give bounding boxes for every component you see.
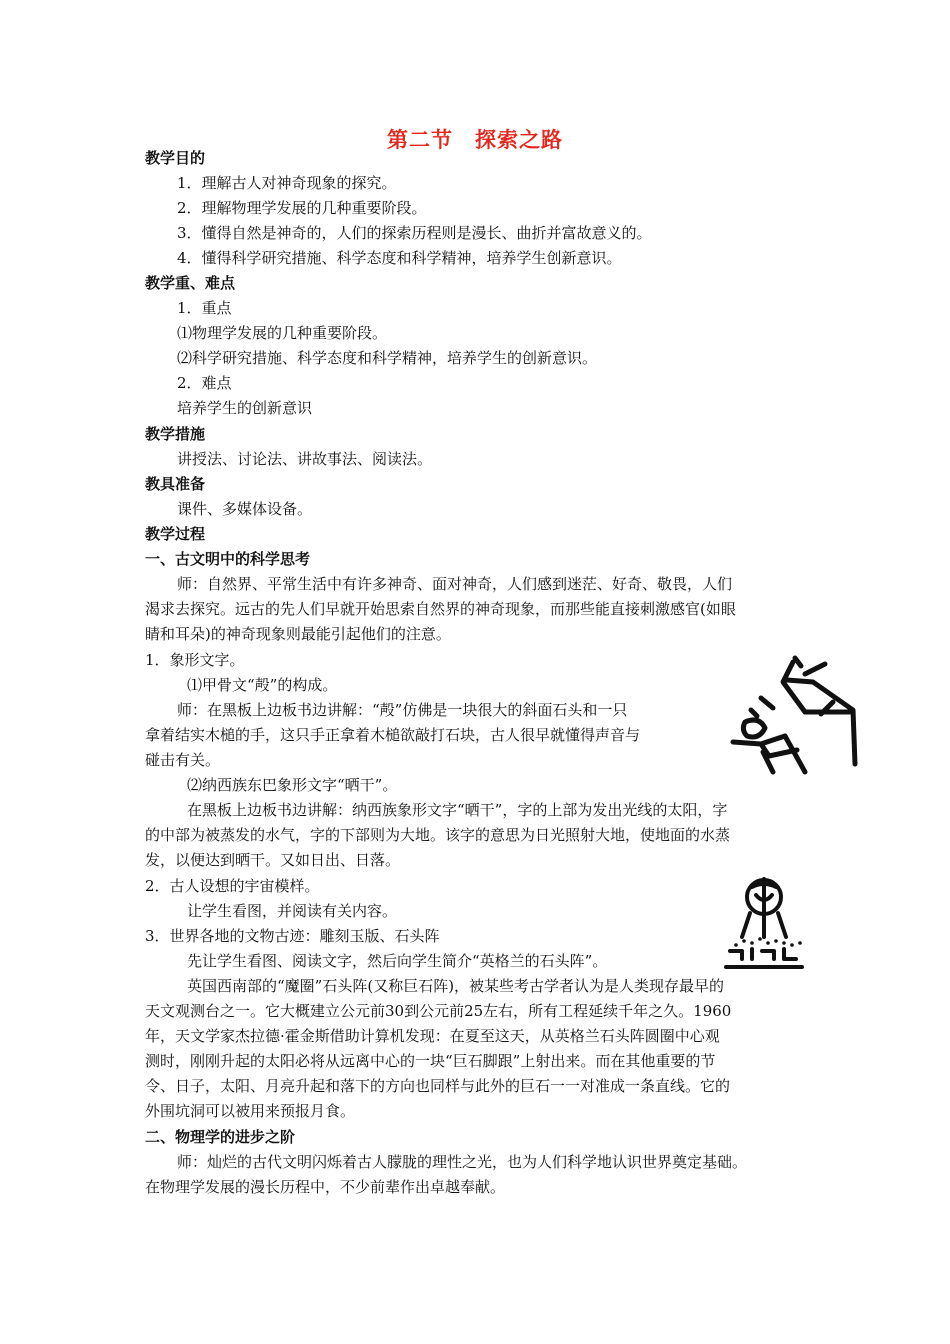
dongba-pictograph-icon: [722, 875, 810, 971]
item-heading: 3．世界各地的文物古迹：雕刻玉版、石头阵: [145, 927, 440, 945]
paragraph-line: 英国西南部的“魔圈”石头阵(又称巨石阵)，被某些考古学者认为是人类现存最早的: [187, 977, 725, 995]
paragraph-line: 让学生看图，并阅读有关内容。: [187, 902, 398, 920]
paragraph-line: 发，以便达到晒干。又如日出、日落。: [145, 851, 401, 869]
goal-item: 3．懂得自然是神奇的，人们的探索历程则是漫长、曲折并富故意义的。: [177, 224, 652, 242]
paragraph-line: 先让学生看图、阅读文字，然后向学生简介“英格兰的石头阵”。: [187, 952, 608, 970]
paragraph-line: 睛和耳朵)的神奇现象则最能引起他们的注意。: [145, 625, 451, 643]
key-item: 培养学生的创新意识: [177, 399, 313, 417]
key-item: 2．难点: [177, 374, 232, 392]
paragraph-line: 年，天文学家杰拉德·霍金斯借助计算机发现：在夏至这天，从英格兰石头阵圆圈中心观: [145, 1027, 720, 1045]
goals-heading: 教学目的: [145, 149, 206, 167]
paragraph-line: 师：自然界、平常生活中有许多神奇、面对神奇，人们感到迷茫、好奇、敬畏，人们: [177, 575, 733, 593]
paragraph-line: 的中部为被蒸发的水气，字的下部则为大地。该字的意思为日光照射大地，使地面的水蒸: [145, 826, 731, 844]
paragraph-line: 拿着结实木槌的手，这只手正拿着木槌欲敲打石块，古人很早就懂得声音与: [145, 726, 641, 744]
tools-heading: 教具准备: [145, 475, 206, 493]
item-heading: 2．古人设想的宇宙模样。: [145, 877, 320, 895]
key-heading: 教学重、难点: [145, 274, 236, 292]
paragraph-line: 渴求去探究。远古的先人们早就开始思索自然界的神奇现象，而那些能直接刺激感官(如眼: [145, 600, 736, 618]
paragraph-line: 测时，刚刚升起的太阳必将从远离中心的一块“巨石脚跟”上射出来。而在其他重要的节: [145, 1052, 716, 1070]
sub-item-heading: ⑴甲骨文“殸”的构成。: [187, 676, 338, 694]
key-item: ⑵科学研究措施、科学态度和科学精神，培养学生的创新意识。: [177, 349, 598, 367]
item-heading: 1．象形文字。: [145, 651, 245, 669]
paragraph-line: 师：在黑板上边板书边讲解：“殸”仿佛是一块很大的斜面石头和一只: [177, 701, 628, 719]
key-item: 1．重点: [177, 299, 232, 317]
page-title: 第二节 探索之路: [387, 128, 563, 152]
measures-text: 讲授法、讨论法、讲故事法、阅读法。: [177, 450, 433, 468]
paragraph-line: 师：灿烂的古代文明闪烁着古人朦胧的理性之光，也为人们科学地认识世界奠定基础。: [177, 1153, 748, 1171]
sub-item-heading: ⑵纳西族东巴象形文字“晒干”。: [187, 776, 398, 794]
goal-item: 2．理解物理学发展的几种重要阶段。: [177, 199, 427, 217]
paragraph-line: 碰击有关。: [145, 751, 221, 769]
paragraph-line: 在物理学发展的漫长历程中，不少前辈作出卓越奉献。: [145, 1178, 506, 1196]
paragraph-line: 在黑板上边板书边讲解：纳西族象形文字“晒干”，字的上部为发出光线的太阳，字: [187, 801, 728, 819]
oracle-bone-character-icon: [725, 652, 860, 778]
tools-text: 课件、多媒体设备。: [177, 500, 313, 518]
goal-item: 4．懂得科学研究措施、科学态度和科学精神，培养学生创新意识。: [177, 249, 622, 267]
paragraph-line: 天文观测台之一。它大概建立公元前30到公元前25左右，所有工程延续千年之久。1960: [145, 1002, 732, 1020]
paragraph-line: 令、日子，太阳、月亮升起和落下的方向也同样与此外的巨石一一对准成一条直线。它的: [145, 1077, 731, 1095]
process-heading: 教学过程: [145, 525, 206, 543]
part2-heading: 二、物理学的进步之阶: [145, 1128, 296, 1146]
goal-item: 1．理解古人对神奇现象的探究。: [177, 174, 397, 192]
paragraph-line: 外围坑洞可以被用来预报月食。: [145, 1102, 356, 1120]
key-item: ⑴物理学发展的几种重要阶段。: [177, 324, 388, 342]
part1-heading: 一、古文明中的科学思考: [145, 550, 311, 568]
measures-heading: 教学措施: [145, 425, 206, 443]
